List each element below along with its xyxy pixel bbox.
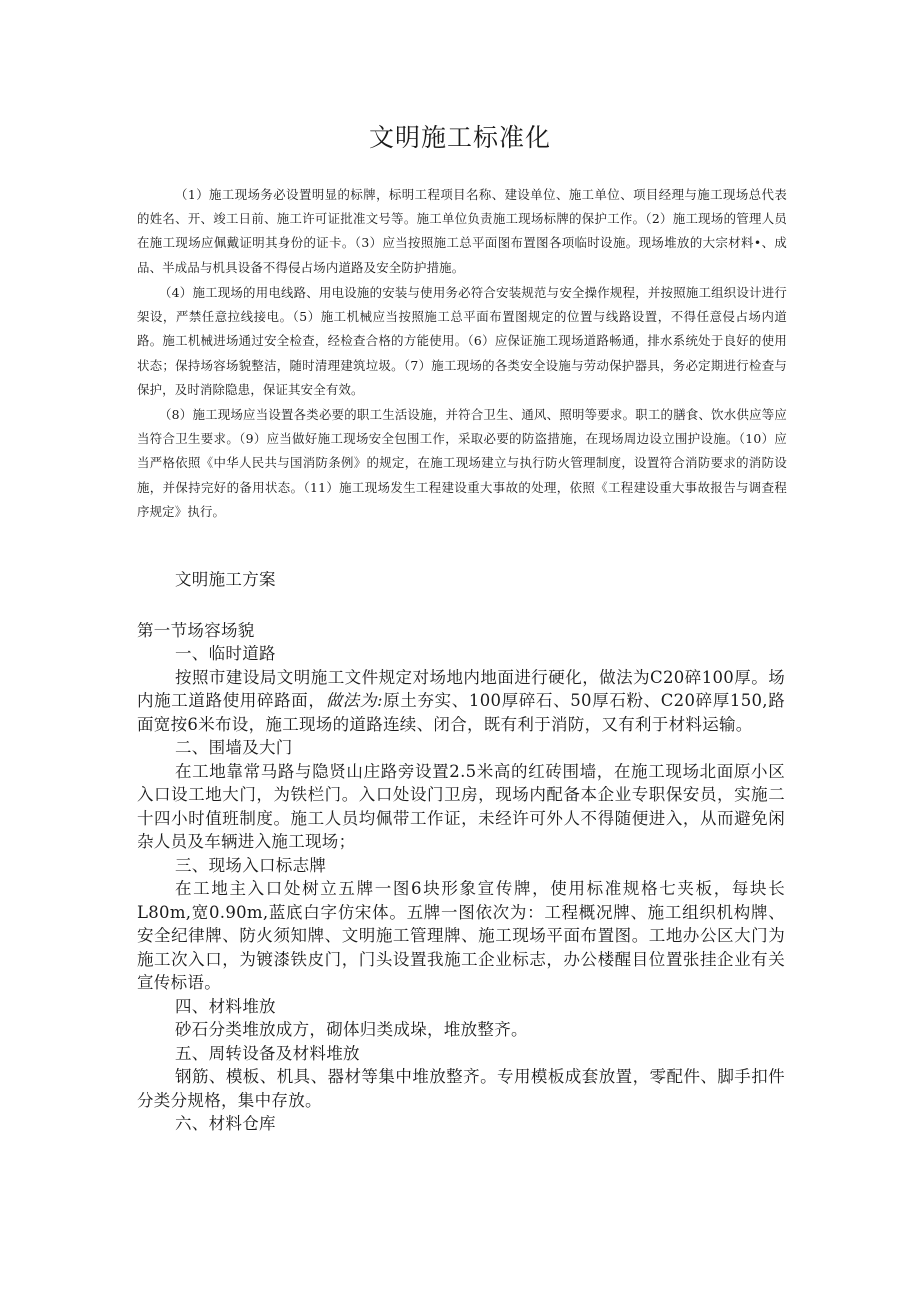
item-paragraph-italic: 做法为:	[325, 691, 383, 710]
item-paragraph: 砂石分类堆放成方，砌体归类成垛，堆放整齐。	[175, 1020, 528, 1039]
standard-paragraph-2: （4）施工现场的用电线路、用电设施的安装与使用务必符合安装规范与安全操作规程，并按照施工组织设计进行架设，严禁任意拉线接电。（5）施工机械应当按照施工总平面布置图规定的位置与线路设置，不得任意侵占场内道路。施工机械进场通过安全检查，经检查合格的方能使用。（6）应保证施工现场道路畅通，排水系统处于良好的使用状态；保持场容场貌整洁，随时清理建筑垃圾。（7）施工现场的各类安全设施与劳动保护器具，务必定期进行检查与保护，及时消除隐患，保证其安全有效。	[137, 285, 787, 397]
document-title: 文明施工标准化	[368, 123, 551, 152]
item-paragraph	[137, 666, 785, 737]
item-heading: 六、材料仓库	[175, 1114, 276, 1133]
item-paragraph: 钢筋、模板、机具、器材等集中堆放整齐。专用模板成套放置，零配件、脚手扣件分类分规格，集中存放。	[137, 1067, 785, 1110]
standard-paragraph-1: （1）施工现场务必设置明显的标牌，标明工程项目名称、建设单位、施工单位、项目经理与施工现场总代表的姓名、开、竣工日前、施工许可证批准文号等。施工单位负责施工现场标牌的保护工作。（2）施工现场的管理人员在施工现场应佩戴证明其身份的证卡。（3）应当按照施工总平面图布置图各项临时设施。现场堆放的大宗材料•、成品、半成品与机具设备不得侵占场内道路及安全防护措施。	[137, 187, 787, 275]
standard-paragraph-3: （8）施工现场应当设置各类必要的职工生活设施，并符合卫生、通风、照明等要求。职工的膳食、饮水供应等应当符合卫生要求。（9）应当做好施工现场安全包围工作，采取必要的防盗措施，在现场周边设立围护设施。（10）应当严格依照《中华人民共与国消防条例》的规定，在施工现场建立与执行防火管理制度，设置符合消防要求的消防设施，并保持完好的备用状态。（11）施工现场发生工程建设重大事故的处理，依照《工程建设重大事故报告与调查程序规定》执行。	[137, 407, 787, 519]
item-paragraph: 在工地主入口处树立五牌一图6块形象宣传牌，使用标准规格七夹板，每块长L80m,宽0.90m,蓝底白字仿宋体。五牌一图依次为：工程概况牌、施工组织机构牌、安全纪律牌、防火须知牌、文明施工管理牌、施工现场平面布置图。工地办公区大门为施工次入口，为镀漆铁皮门，门头设置我施工企业标志，办公楼醒目位置张挂企业有关宣传标语。	[137, 879, 785, 992]
section-heading: 文明施工方案	[175, 570, 276, 589]
item-heading: 五、周转设备及材料堆放	[175, 1043, 360, 1063]
chapter-heading: 第一节场容场貌	[137, 621, 255, 640]
chapter-body	[137, 642, 785, 1136]
item-heading: 一、临时道路	[175, 644, 276, 663]
item-paragraph: 在工地靠常马路与隐贤山庄路旁设置2.5米高的红砖围墙，在施工现场北面原小区入口设工地大门，为铁栏门。入口处设门卫房，现场内配备本企业专职保安员，实施二十四小时值班制度。施工人员均佩带工作证，未经许可外人不得随便进入，从而避免闲杂人员及车辆进入施工现场；	[137, 761, 785, 851]
item-heading: 二、围墙及大门	[175, 738, 293, 757]
item-paragraph-text: 原土夯实、100厚碎石、50厚石粉、C20碎厚150,路面宽按6米布设，施工现场的道路连续、闭合，既有利于消防，又有利于材料运输。	[137, 691, 785, 734]
item-paragraph-text: 按照市建设局文明施工文件规定对场地内地面进行硬化，做法为C20碎100厚。场内施工道路使用碎路面，	[137, 667, 785, 710]
item-heading: 三、现场入口标志牌	[175, 855, 327, 875]
item-heading: 四、材料堆放	[175, 996, 276, 1016]
